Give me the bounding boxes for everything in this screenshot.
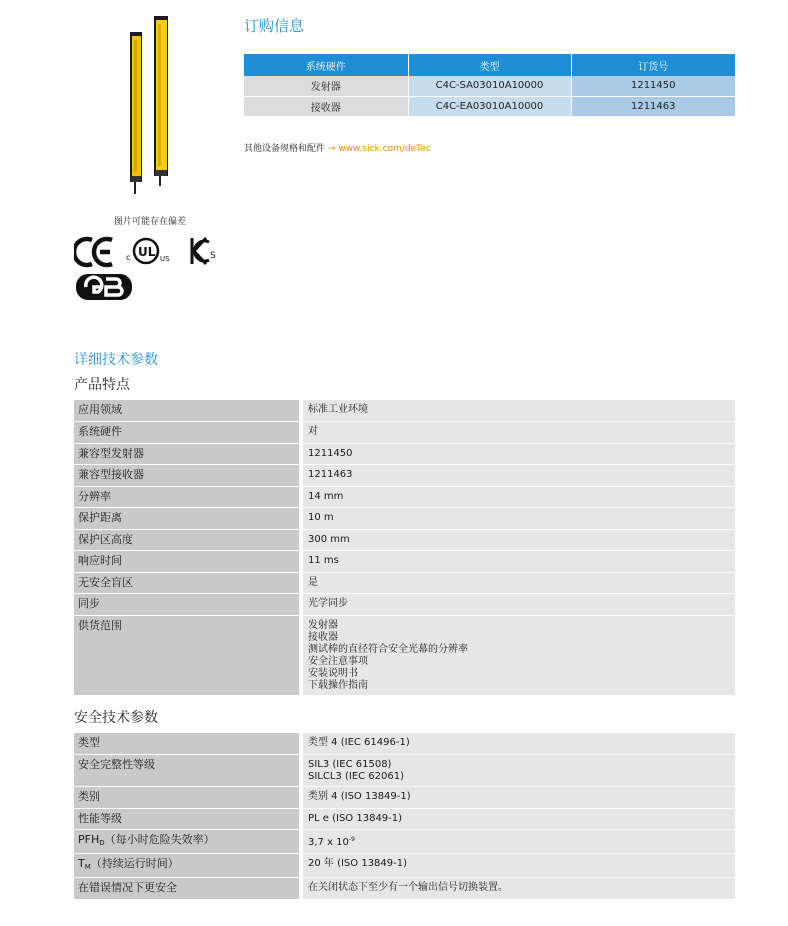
spec-value: 光学同步 (301, 594, 735, 616)
pfh-subscript: D (99, 839, 105, 847)
table-row (74, 594, 735, 616)
table-row (74, 422, 735, 444)
spec-key: 应用领域 (74, 400, 301, 422)
features-table (74, 400, 735, 696)
spec-key: 同步 (74, 594, 301, 616)
spec-key: 兼容型接收器 (74, 465, 301, 487)
svg-text:c: c (126, 253, 131, 262)
spec-value: PL e (ISO 13849-1) (301, 808, 735, 830)
list-item: 安装说明书 (308, 667, 358, 679)
product-image (122, 16, 182, 194)
spec-value: 在关闭状态下至少有一个输出信号切换装置。 (301, 878, 735, 900)
safety-table (74, 733, 735, 900)
table-row (74, 443, 735, 465)
order-cell-hardware: 发射器 (244, 76, 408, 96)
list-item: 安全注意事项 (308, 655, 368, 667)
spec-key: 安全完整性等级 (74, 755, 301, 787)
spec-value-list (301, 615, 735, 695)
spec-key (74, 854, 301, 878)
spec-value: 20 年 (ISO 13849-1) (301, 854, 735, 878)
tech-params-title: 详细技术参数 (74, 352, 158, 368)
table-row (74, 615, 735, 695)
spec-value-line: SIL3 (IEC 61508) (308, 759, 392, 770)
order-header-type: 类型 (408, 54, 571, 76)
order-cell-part-number: 1211450 (571, 76, 735, 96)
spec-value-line: SILCL3 (IEC 62061) (308, 771, 405, 782)
svg-text:S: S (210, 251, 216, 261)
spec-key (74, 830, 301, 854)
table-row (74, 830, 735, 854)
table-row (244, 96, 735, 116)
spec-key: 供货范围 (74, 615, 301, 695)
spec-value: 300 mm (301, 529, 735, 551)
spec-value: 10 m (301, 508, 735, 530)
ul-mark-icon (126, 239, 170, 263)
spec-key: 系统硬件 (74, 422, 301, 444)
more-info-text: 其他设备规格和配件 (244, 144, 326, 154)
spec-value: 11 ms (301, 551, 735, 573)
pfh-label-rest: （每小时危险失效率） (104, 833, 215, 846)
spec-key: 保护距离 (74, 508, 301, 530)
spec-value: 14 mm (301, 486, 735, 508)
list-item: 发射器 (308, 619, 338, 631)
table-row (74, 529, 735, 551)
spec-value: 对 (301, 422, 735, 444)
spec-value: 类别 4 (ISO 13849-1) (301, 787, 735, 809)
spec-value: 1211463 (301, 465, 735, 487)
spec-key: 在错误情况下更安全 (74, 878, 301, 900)
table-row (74, 733, 735, 755)
order-table (244, 54, 735, 117)
svg-text:US: US (160, 255, 170, 263)
ce-mark-icon (74, 239, 112, 265)
pfh-exponent: -9 (348, 836, 355, 843)
spec-key: 兼容型发射器 (74, 443, 301, 465)
pfh-value: 3,7 x 10 (308, 837, 349, 848)
arrow-right-icon: → (327, 144, 336, 154)
more-info-link[interactable]: www.sick.com/deTec (338, 144, 431, 154)
spec-key: 无安全盲区 (74, 572, 301, 594)
gb-mark-icon (76, 274, 132, 300)
pfh-label: PFH (78, 833, 100, 846)
spec-key: 分辨率 (74, 486, 301, 508)
table-row (74, 787, 735, 809)
table-row (74, 854, 735, 878)
spec-value (301, 755, 735, 787)
spec-key: 类别 (74, 787, 301, 809)
more-info-line (244, 141, 431, 154)
features-title: 产品特点 (74, 377, 130, 393)
svg-text:UL: UL (138, 245, 156, 259)
spec-value: 标准工业环境 (301, 400, 735, 422)
list-item: 测试棒的直径符合安全光幕的分辨率 (308, 643, 468, 655)
table-row (74, 486, 735, 508)
spec-key: 性能等级 (74, 808, 301, 830)
table-row (74, 755, 735, 787)
spec-value: 类型 4 (IEC 61496-1) (301, 733, 735, 755)
spec-key: 响应时间 (74, 551, 301, 573)
spec-key: 类型 (74, 733, 301, 755)
table-row (74, 508, 735, 530)
list-item: 接收器 (308, 631, 338, 643)
table-row (74, 551, 735, 573)
order-header-part-number: 订货号 (571, 54, 735, 76)
list-item: 下载操作指南 (308, 679, 368, 691)
kc-mark-icon (192, 238, 216, 264)
table-row (74, 400, 735, 422)
tm-label-rest: （持续运行时间） (90, 857, 179, 870)
image-caption: 图片可能存在偏差 (113, 217, 186, 227)
order-header-hardware: 系统硬件 (244, 54, 408, 76)
order-cell-part-number: 1211463 (571, 96, 735, 116)
spec-value: 是 (301, 572, 735, 594)
order-info-title: 订购信息 (244, 17, 305, 35)
table-row (74, 878, 735, 900)
tm-subscript: M (84, 863, 91, 871)
certification-logos (74, 234, 234, 304)
safety-title: 安全技术参数 (74, 710, 158, 726)
table-row (74, 465, 735, 487)
order-cell-hardware: 接收器 (244, 96, 408, 116)
order-cell-type: C4C-EA03010A10000 (408, 96, 571, 116)
table-row (74, 572, 735, 594)
spec-value: 1211450 (301, 443, 735, 465)
tm-label: T (78, 857, 85, 870)
table-row (244, 76, 735, 96)
order-cell-type: C4C-SA03010A10000 (408, 76, 571, 96)
spec-value (301, 830, 735, 854)
table-row (74, 808, 735, 830)
spec-key: 保护区高度 (74, 529, 301, 551)
